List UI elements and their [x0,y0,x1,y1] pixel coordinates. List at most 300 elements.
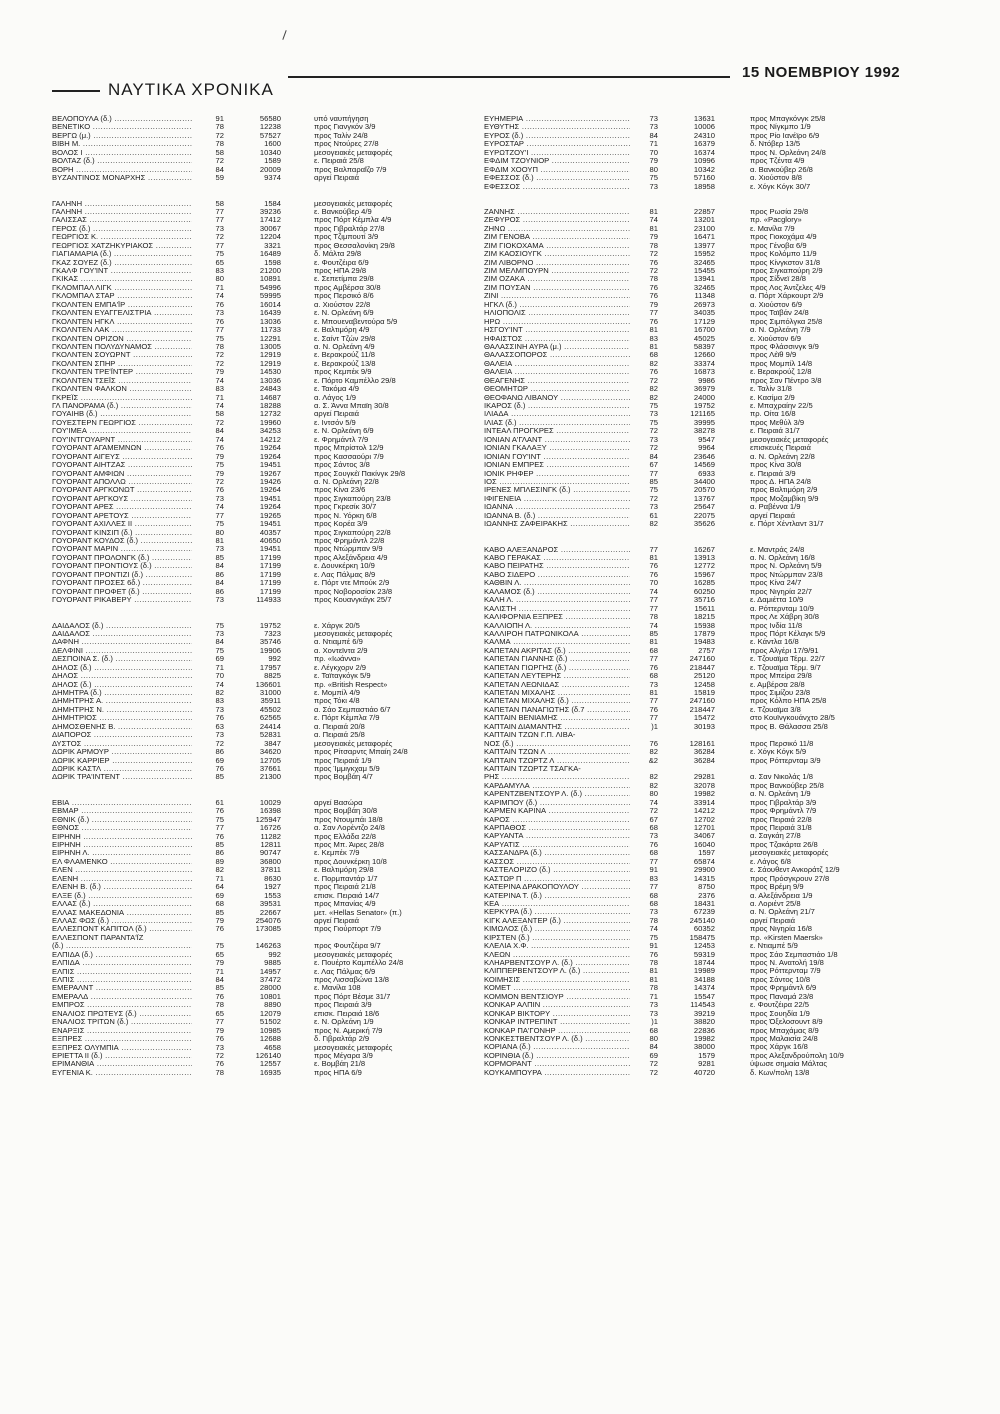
status-note: προς Ίμμιγκχαμ 5/9 [314,764,380,773]
dwt: 16398 [259,806,281,816]
status-note: προς Παναμά 23/8 [750,992,814,1001]
dwt: 17199 [259,561,281,571]
dwt: 15952 [693,249,715,259]
dwt: 36284 [693,755,715,765]
dwt: 12557 [259,1059,281,1069]
ship-name: ΕΛΕΝΗ Β. (δ.) ..... [52,883,192,891]
ship-name: ΕΛΛΑΣ ΜΑΚΕΔΟΝΙΑ ..... [52,909,192,917]
status-note: προς Πόρτ Κέμπλα 4/9 [314,216,392,225]
dwt: 9281 [698,1059,715,1069]
ship-name: ΔΙΑΠΟΡΟΣ ..... [52,731,192,739]
dwt: 19451 [259,493,281,503]
build-year: 83 [215,696,224,706]
build-year: 82 [649,392,658,402]
status-note: προς Ν. Υόρκη 6/8 [314,511,377,520]
dwt: 7323 [264,628,281,638]
ship-row [52,1069,474,1077]
dwt: 20570 [693,485,715,495]
ship-list-section [52,622,474,782]
status-note: α. Σ. Άννα Μπαϊη 30/8 [314,402,389,410]
status-note: ε. Ν. Ορλεάνη 6/9 [314,309,374,318]
status-note: προς Γιβραλτάρ 3/9 [750,798,817,807]
ship-row [52,166,474,174]
build-year: 78 [215,1067,224,1077]
ship-row [484,520,910,528]
ship-name: ΓΕΡΟΣ (δ.) ..... [52,225,192,233]
status-note: προς Ρίο Ιανέϊρο 6/9 [750,131,820,140]
dwt: 173085 [255,924,281,934]
build-year: 82 [215,688,224,697]
status-note: προς Πειραιά 31/8 [750,824,812,832]
status-note: ε. Κεμπέκ 7/9 [314,849,360,858]
dwt: 15455 [693,266,715,275]
status-note: α. Ντιαμπέ 6/9 [314,638,363,647]
ship-name: ΚΟΝΚΑΡ ΠΑ'ΓΟΝΗΡ ..... [484,1027,630,1035]
ship-name: ΒΟΡΗ ..... [52,166,192,174]
build-year: 79 [649,156,658,166]
dwt: 18288 [259,401,281,410]
ship-name: ΒΕΡΓΩ (μ.) ..... [52,132,192,140]
status-note: πρ. «British Respect» [314,680,388,689]
dwt: 121165 [690,409,715,419]
build-year: 79 [215,468,224,478]
dwt: 12688 [259,1034,281,1044]
ship-name: ΘΑΛΑΣΣΙΝΗ ΑΥΡΑ (μ.) ..... [484,343,630,351]
dwt: 126140 [255,1050,281,1060]
dwt: 13941 [693,274,715,284]
build-year: 75 [649,173,658,183]
publication-title: ΝΑΥΤΙΚΑ ΧΡΟΝΙΚΑ [108,80,274,99]
build-year: 75 [649,485,658,495]
status-note: αργεί Πειραιά [314,410,360,419]
dwt: 10891 [259,274,281,284]
status-note: προς Φρημάντλ 7/9 [750,807,817,816]
status-note: ε. Πόρτ ντε Μπούκ 2/9 [314,579,390,588]
build-year: 74 [215,434,224,444]
ship-row [52,1035,474,1043]
build-year: 76 [215,1059,224,1069]
ship-name: ΖΙΜ ΜΕΛΜΠΟΥΡΝ ..... [484,267,630,275]
status-note: προς Αλεξανδρούπολη 10/9 [750,1051,844,1060]
ship-name: ΕΥΡΩΤΖΟΥ'Ι ..... [484,149,630,157]
build-year: 77 [215,215,224,225]
build-year: 73 [649,181,658,191]
build-year: 77 [215,325,224,335]
status-note: μεσογειακές μεταφορές [314,950,393,959]
build-year: 78 [649,958,658,967]
build-year: 80 [215,527,224,537]
status-note: ε. Πειραιά 3/9 [750,469,796,478]
ship-name: ΔΗΛΟΣ ..... [52,672,192,680]
build-year: 75 [649,401,658,410]
status-note: ε. Φουτζέιρα 6/9 [314,258,369,267]
dwt: 16374 [693,147,715,157]
build-year: 77 [649,595,658,605]
status-note: προς Ταλίν 24/8 [314,131,368,140]
status-note: α. Πειραιά 25/8 [314,731,365,740]
build-year: 76 [649,282,658,292]
dwt: 136601 [255,679,281,689]
build-year: 76 [215,1034,224,1044]
status-note: προς Ταϊβάν 24/8 [750,309,809,318]
build-year: 76 [215,831,224,841]
ship-name: ΓΟΥΕΣΤΕΡΝ ΓΕΩΡΓΙΟΣ ..... [52,419,192,427]
ship-name: ΚΑΤΕΡΙΝΑ ΔΡΑΚΟΠΟΥΛΟΥ ..... [484,883,630,891]
status-note: ε. Βομβάη 21/8 [314,1060,366,1069]
build-year: 77 [649,308,658,318]
ship-row [52,664,474,672]
dwt: 19264 [259,443,281,453]
build-year: 74 [215,375,224,385]
build-year: 73 [649,679,658,689]
dwt: 12701 [693,823,715,832]
dwt: 17199 [259,552,281,562]
ship-name: ΚΑΠΤΑΙΝ ΤΖΩΡΤΖ ΤΣΑΓΚΑ- [484,764,581,773]
build-year: 76 [215,763,224,773]
ship-name: ΕΥΓΕΝΙΑ Κ. ..... [52,1069,192,1077]
status-note: προς Ρόττερνταμ 7/9 [750,967,821,976]
status-note: α. Χιούστον 22/8 [314,300,371,309]
dwt: 40650 [259,536,281,545]
dwt: 8630 [264,873,281,883]
build-year: 72 [215,358,224,368]
status-note: προς Σιμίζου 23/8 [750,689,811,697]
dwt: 19989 [693,966,715,976]
build-year: 72 [215,156,224,166]
build-year: 83 [649,873,658,883]
ship-row [52,942,474,950]
ship-row [484,883,910,891]
status-note: προς Γένοβα 6/9 [750,241,807,250]
build-year: 77 [649,468,658,478]
dwt: 12238 [259,122,281,132]
status-note: ε. Αμβέρσα 28/8 [750,680,805,689]
ship-name: ΔΩΡΙΚ ΑΡΜΟΥΡ ..... [52,748,192,756]
ship-name: ΓΟΥΟΡΑΝΤ ΑΧΙΛΛΕΣ ΙΙ ..... [52,520,192,528]
status-note: προς Σάο Σεμπαστιάο 1/8 [750,950,838,959]
ship-name: ΒΥΖΑΝΤΙΝΟΣ ΜΟΝΑΡΧΗΣ ..... [52,174,192,182]
issue-date: 15 ΝΟΕΜΒΡΙΟΥ 1992 [742,64,901,81]
ship-name: ΚΙΜΩΛΟΣ (δ.) ..... [484,925,630,933]
ship-name: ΕΝΑΛΙΟΣ ΤΡΙΤΩΝ (δ.) ..... [52,1018,192,1026]
dwt: 11733 [260,325,281,335]
build-year: )1 [651,1017,658,1027]
build-year: 74 [649,924,658,934]
dwt: 19451 [259,544,281,554]
ship-name: ΘΑΛΑΣΣΟΠΟΡΟΣ ..... [484,351,630,359]
build-year: 84 [649,451,658,461]
dwt: 60250 [693,586,715,596]
ship-name: ΓΟΥΟΡΑΝΤ ΑΡΕΣ ..... [52,503,192,511]
build-year: 83 [215,266,224,275]
dwt: 14569 [693,460,715,470]
dwt: 14212 [259,434,281,444]
ship-row [52,647,474,655]
ship-name: ΕΒΙΑ ..... [52,799,192,807]
dwt: 22667 [259,907,281,917]
status-note: προς Κορέα 3/9 [314,520,368,529]
ship-name: ΘΑΛΕΙΑ ..... [484,360,630,368]
status-note: προς Τόκι 4/8 [314,697,360,706]
build-year: 73 [215,730,224,740]
dwt: 17129 [693,316,715,326]
ship-name: ΚΑΛΗ Λ. ..... [484,596,630,604]
build-year: 81 [649,206,658,216]
ship-row [484,1052,910,1060]
status-note: ε. Λας Πάλμας 6/9 [314,967,376,976]
dwt: 158475 [689,932,715,942]
status-note: πρ. «Kirsten Maersk» [750,933,823,942]
dwt: 1597 [698,848,715,858]
dwt: 34620 [259,747,281,757]
build-year: 78 [215,1000,224,1010]
status-note: προς Γιανγκόν 3/9 [314,123,376,132]
build-year: 58 [215,409,224,419]
status-note: ε. Πειραιά 25/8 [314,157,364,166]
dwt: 18215 [693,612,715,622]
build-year: 67 [649,460,658,470]
ship-name: ΕΥΗΜΕΡΙΑ ..... [484,115,630,123]
build-year: 72 [649,266,658,275]
ship-name: ΕΜΕΡΑΛΝΤ ..... [52,984,192,992]
status-note: προς Μπρίστολ 12/9 [314,444,384,453]
ship-name: ΚΑΣΣΟΣ ..... [484,858,630,866]
dwt: 37661 [259,763,281,773]
dwt: 57160 [693,173,715,183]
dwt: 16726 [259,823,281,833]
status-note: αργεί Πειραιά [750,916,796,925]
status-note: προς Μπ. Άιρες 28/8 [314,841,384,849]
status-note: ε. Μανίλα 108 [314,984,361,993]
status-note: προς Τζέντα 4/9 [750,157,805,166]
status-note: α. Πειραιά 20/8 [314,722,365,731]
build-year: 76 [649,949,658,959]
ship-name: ΚΑΡΥΑΤΙΣ ..... [484,841,630,849]
ship-name: ΕΛΠΙΔΑ (δ.) ..... [52,951,192,959]
dwt: 18431 [693,898,715,908]
status-note: προς Σαν Πέντρο 3/8 [750,376,822,385]
ship-name: ΓΟΥ'ΙΝΤΓΟΥΑΡΝΤ ..... [52,436,192,444]
ship-name: ΕΦΕΣΣΟΣ ..... [484,183,630,191]
status-note: ε. Σάουθεντ Ανκοράτζ 12/9 [750,866,840,875]
build-year: 75 [649,932,658,942]
page-header [0,0,1000,110]
dwt: 18958 [693,181,715,191]
ship-name: ΚΑΘΒΙΝ Λ. ..... [484,579,630,587]
build-year: 68 [649,350,658,360]
status-note: προς Ντουμπάι 18/8 [314,815,383,824]
build-year: 73 [215,704,224,714]
dwt: 19483 [693,637,715,647]
ship-name: ΚΛΙΠΠΕΡΒΕΝΤΣΟΥΡ Λ. (δ.) ..... [484,967,630,975]
status-note: προς Μεθύλ 3/9 [750,418,805,427]
dwt: 19451 [259,519,281,529]
build-year: 76 [649,316,658,326]
ship-row [484,875,910,883]
dwt: 14212 [693,806,715,816]
status-note: ε. Κάντλα 16/8 [750,638,799,647]
build-year: 75 [215,249,224,259]
status-note: α. Λάγος 1/9 [314,393,356,402]
status-note: ε. Πόρτο Καμπέλλο 29/8 [314,376,396,385]
ship-name: ΔΗΜΟΣΘΕΝΗΣ Β. ..... [52,723,192,731]
ship-name: ΓΕΩΡΓΙΟΣ Κ. ..... [52,233,192,241]
status-note: ε. Μπαχραίην 22/5 [750,402,813,410]
build-year: 75 [649,417,658,427]
ship-name: ΙΛΙΑΣ (δ.) ..... [484,419,630,427]
ship-row [484,757,910,765]
build-year: 74 [649,620,658,630]
dwt: 16489 [259,249,281,259]
dwt: 32465 [693,257,715,267]
status-note: ε. Μπουεναβεντούρα 5/9 [314,317,398,326]
dwt: 10340 [259,147,281,157]
build-year: 85 [215,840,224,849]
ship-name: ΚΑΛΜΑ ..... [484,638,630,646]
ship-name: ΕΛΠΙΣ ..... [52,968,192,976]
dwt: 9964 [698,443,715,453]
ship-name: ΔΗΜΗΤΡΗΣ Α. ..... [52,697,192,705]
status-note: προς Τζιμπουτί 3/9 [314,233,379,242]
ship-name: ΙΟΣ ..... [484,478,630,486]
ship-list-section [484,115,910,191]
status-note: α. Πόρτ Χάρκουρτ 2/9 [750,292,824,301]
ship-name: ΙΡΕΝΕΣ ΜΠΛΕΣΙΝΓΚ (δ.) ..... [484,486,630,494]
ship-name: ΚΙΡΣΤΕΝ (δ.) ..... [484,934,630,942]
build-year: 68 [649,671,658,681]
status-note: προς Σιγκαπούρη 2/9 [750,267,823,275]
ship-name: ΓΛ ΠΑΝΟΡΑΜΑ (δ.) ..... [52,402,192,410]
build-year: 73 [649,1008,658,1018]
build-year: 85 [215,772,224,782]
status-note: δ. Ντόβερ 13/5 [750,140,801,149]
dwt: 10342 [693,164,715,174]
ship-name: ΚΑΒΟ ΓΕΡΑΚΑΣ ..... [484,554,630,562]
build-year: 74 [215,679,224,689]
status-note: μετ. «Hellas Senator» (π.) [314,908,402,917]
dwt: 35746 [259,637,281,647]
dwt: 15472 [693,713,715,723]
ship-name: ΚΑΠΤΑΙΝ ΤΖΩΝ Γ.Π. ΛΙΒΑ- [484,731,576,740]
ship-name: ΚΟΥΚΑΜΠΟΥΡΑ ..... [484,1069,630,1077]
dwt: 25120 [693,671,715,681]
status-note: προς Σουηδία 1/9 [750,1009,810,1018]
dwt: 8890 [264,1000,281,1010]
status-note: προς Αμβέρσα 30/8 [314,283,381,292]
status-note: προς Ν. Ανατολή 19/8 [750,959,824,967]
build-year: 77 [649,713,658,723]
status-note: ε. Ντιαμπέ 5/9 [750,942,798,951]
status-note: προς Λε Χάβρη 30/8 [750,613,819,622]
dwt: 22836 [693,1025,715,1035]
build-year: 79 [215,367,224,377]
ship-name: ΕΛΛΕΣΠΟΝΤ ΠΑΡΑΝΤΑ'ΪΖ [52,933,144,942]
status-note: προς Δουνκέρκη 10/8 [314,857,387,866]
ship-name: ΡΗΣ ..... [484,773,630,781]
dwt: 19267 [259,468,281,478]
dwt: 24310 [693,130,715,140]
ship-name: ΓΚΟΛΝΤΕΝ ΦΑΛΚΟΝ ..... [52,385,192,393]
ship-name: ΚΑΡΜΕΝ ΚΑΡΙΝΑ ..... [484,807,630,815]
dwt: 52831 [259,730,281,740]
ship-name: ΕΝΑΡΞΙΣ ..... [52,1027,192,1035]
status-note: μεσογειακές μεταφορές [314,629,393,638]
ship-name: ΚΑΒΟ ΣΙΔΕΡΟ ..... [484,571,630,579]
dwt: 62565 [259,713,281,723]
build-year: 79 [215,915,224,925]
ship-name: ΓΑΛΙΣΣΑΣ ..... [52,216,192,224]
build-year: 81 [649,688,658,697]
ship-name: ΓΟΥΟΡΑΝΤ ΠΡΟΛΟΝΓΚ (δ.) ..... [52,554,192,562]
dwt: 19264 [259,451,281,461]
build-year: 78 [215,139,224,149]
build-year: 72 [649,806,658,816]
ship-name: ΕΜΕΡΑΛΔ ..... [52,993,192,1001]
build-year: 76 [649,257,658,267]
ship-name: ΕΛΞΕ (δ.) ..... [52,892,192,900]
ship-row [52,174,474,182]
ship-row [484,436,910,444]
ship-row [484,1043,910,1051]
ship-name: ΓΚΟΛΝΤΕΝ ΟΡΙΖΟΝ ..... [52,335,192,343]
status-note: προς Κόλπο ΗΠΑ 25/8 [750,697,827,706]
status-note: προς Πειραιά 21/8 [314,883,376,892]
ship-name: ΖΗΝΩ ..... [484,225,630,233]
build-year: 81 [649,966,658,976]
build-year: 82 [649,384,658,394]
ship-row [52,951,474,959]
build-year: 84 [649,130,658,140]
status-note: προς Μπαχάμας 8/9 [750,1026,819,1035]
ship-name: ΓΟΥΟΡΑΝΤ ΚΟΥΔΟΣ (δ.) ..... [52,537,192,545]
dwt: 3321 [264,240,281,250]
ship-name: ΙΟΝΙΑΝ ΕΜΠΡΕΣ ..... [484,461,630,469]
ship-name: ΚΑΡΠΑΘΟΣ ..... [484,824,630,832]
ship-row [484,368,910,376]
ship-name: ΓΚΛΟΜΠΑΛ ΛΙΓΚ ..... [52,284,192,292]
dwt: 11282 [260,831,281,841]
dwt: 17412 [259,215,281,225]
dwt: 34188 [693,974,715,984]
dwt: 992 [268,949,281,959]
dwt: 1589 [264,156,281,166]
dwt: 9547 [698,434,715,444]
ship-name: ΓΚΟΛΝΤΕΝ ΠΟΛΥΔΥΝΑΜΟΣ ..... [52,343,192,351]
ship-name: ΕΞΠΡΕΣ ΟΛΥΜΠΙΑ ..... [52,1044,192,1052]
ship-name: ΖΙΜ ΓΙΟΚΟΧΑΜΑ ..... [484,242,630,250]
dwt: 35911 [260,696,281,706]
dwt: 114933 [256,595,281,605]
status-note: α. Λοριέντ 25/8 [750,899,801,908]
ship-name: ΓΙΑΓΙΑΜΑΡΙΑ (δ.) ..... [52,250,192,258]
dwt: 36800 [259,856,281,866]
dwt: 36284 [693,747,715,757]
ship-name: ΓΚΟΛΝΤΕΝ ΕΥΑΓΓΕΛΙΣΤΡΙΑ ..... [52,309,192,317]
dwt: 12919 [259,350,281,360]
ship-name: ΓΟΥΟΡΑΝΤ ΑΠΟΛΛΩ ..... [52,478,192,486]
dwt: 114543 [690,1000,715,1010]
dwt: 12204 [259,232,281,242]
dwt: 21200 [259,266,281,275]
build-year: 82 [649,772,658,782]
status-note: αργεί Πειραιά [750,511,796,520]
dwt: 35716 [693,595,715,605]
status-note: ε. Ν. Ορλεάνη 1/9 [314,1018,374,1027]
status-note: προς Γιούρπορτ 7/9 [314,925,381,934]
dwt: 32465 [693,282,715,292]
ship-name: ΕΛΠΙΔΑ ..... [52,959,192,967]
dwt: 39531 [259,899,281,909]
